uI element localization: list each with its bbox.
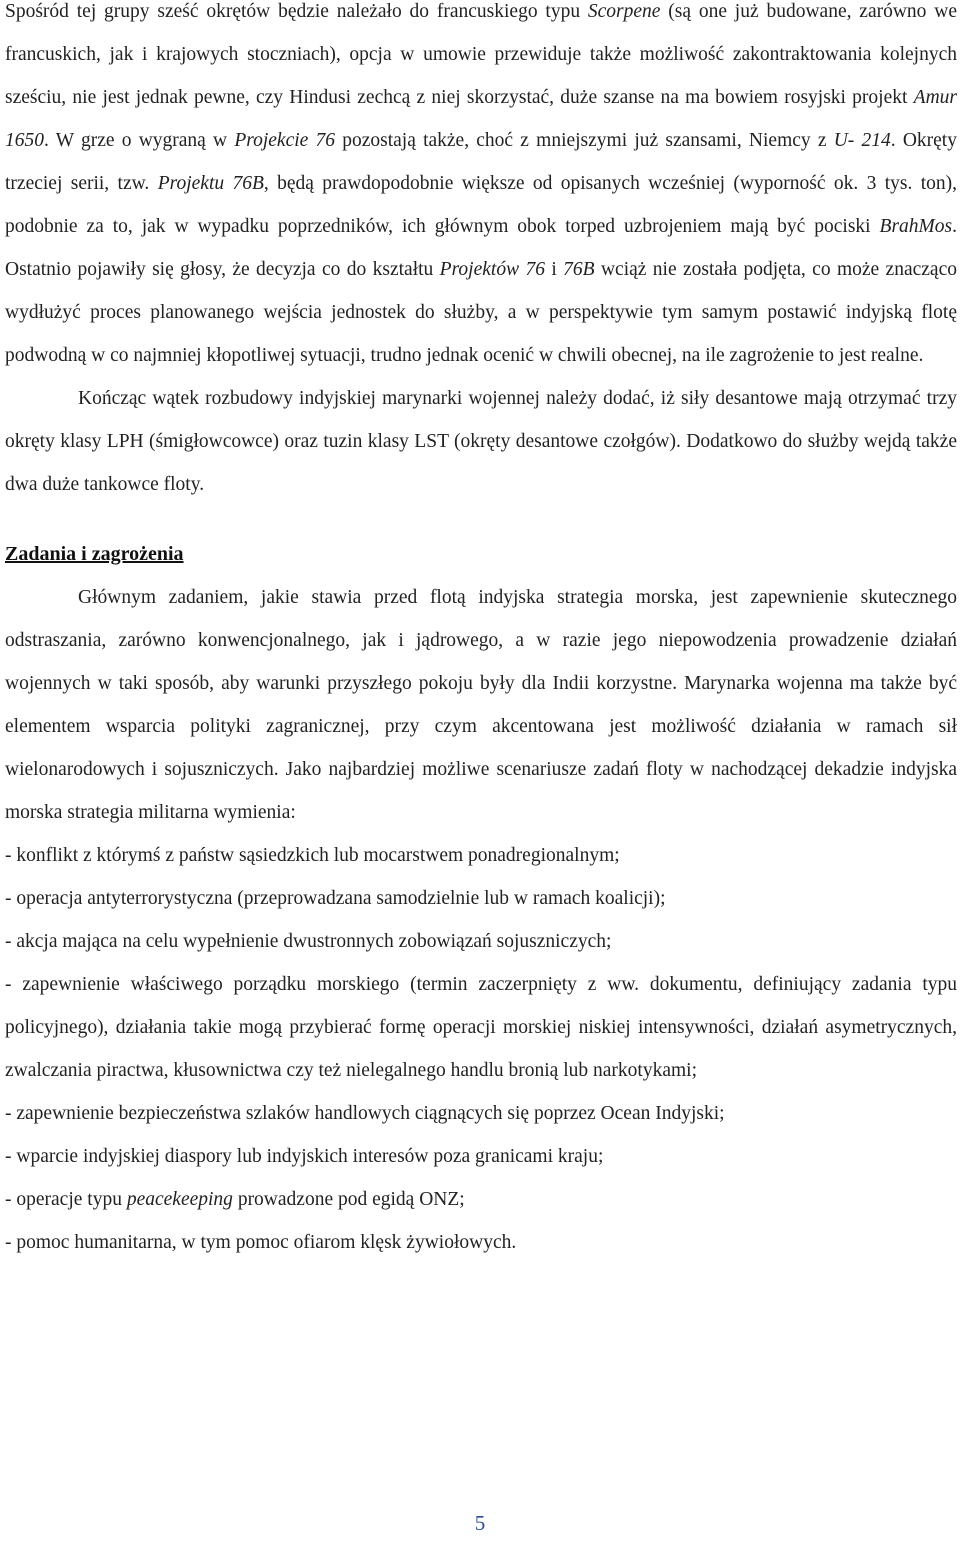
text-run: . W grze o wygraną w — [44, 130, 235, 151]
text-run: , będą prawdopodobnie większe od opisanych wcześniej (wyporność ok. 3 tys. ton), podobnie za to, jak w wypadku poprzedników, ich głównym obok torped uzbrojeniem mają być pociski — [5, 173, 957, 237]
text-run: - operacje typu — [5, 1189, 127, 1210]
text-run: (są one już budowane, zarówno we francuskich, jak i krajowych stoczniach), opcja w umowie przewiduje także możliwość zakontraktowania kolejnych sześciu, nie jest jednak pewne, czy Hindusi zechcą z niej skorzystać, duże szanse na ma bowiem rosyjski projekt — [5, 1, 957, 108]
body-paragraph: Kończąc wątek rozbudowy indyjskiej marynarki wojennej należy dodać, iż siły desantowe mają otrzymać trzy okręty klasy LPH (śmigłowcowce) oraz tuzin klasy LST (okręty desantowe czołgów). Dodatkowo do służby wejdą także dwa duże tankowce floty. — [5, 388, 957, 495]
italic-term: 76B — [563, 259, 595, 280]
text-run: . Okręty trzeciej serii, tzw. — [5, 130, 957, 194]
italic-term: U- 214 — [833, 130, 891, 151]
italic-term: Projektu 76B — [157, 173, 264, 194]
body-paragraph: Głównym zadaniem, jakie stawia przed flotą indyjska strategia morska, jest zapewnienie skutecznego odstraszania, zarówno konwencjonalnego, jak i jądrowego, a w razie jego niepowodzenia prowadzenie działań wojennych w taki sposób, aby warunki przyszłego pokoju były dla Indii korzystne. Marynarka wojenna ma także być elementem wsparcia polityki zagranicznej, przy czym akcentowana jest możliwość działania w ramach sił wielonarodowych i sojuszniczych. Jako najbardziej możliwe scenariusze zadań floty w nachodzącej dekadzie indyjska morska strategia militarna wymienia: — [5, 587, 957, 823]
italic-term: Amur 1650 — [5, 87, 957, 151]
list-item: - pomoc humanitarna, w tym pomoc ofiarom klęsk żywiołowych. — [5, 1232, 517, 1253]
list-item — [5, 1178, 957, 1221]
list-item: - zapewnienie właściwego porządku morskiego (termin zaczerpnięty z ww. dokumentu, definiujący zadania typu policyjnego), działania takie mogą przybierać formę operacji morskiej niskiej intensywności, działań asymetrycznych, zwalczania piractwa, kłusownictwa czy też nielegalnego handlu bronią lub narkotykami; — [5, 974, 957, 1081]
scenario-list — [5, 834, 957, 1264]
text-run: wciąż nie została podjęta, co może znacząco wydłużyć proces planowanego wejścia jednostek do służby, a w perspektywie tym samym postawić indyjską flotę podwodną w co najmniej kłopotliwej sytuacji, trudno jednak ocenić w chwili obecnej, na ile zagrożenie to jest realne. — [5, 259, 957, 366]
italic-term: Scorpene — [587, 1, 661, 22]
text-run: Spośród tej grupy sześć okrętów będzie należało do francuskiego typu — [5, 1, 588, 22]
section-heading: Zadania i zagrożenia — [5, 543, 184, 565]
text-run: prowadzone pod egidą ONZ; — [232, 1189, 465, 1210]
body-paragraph — [5, 0, 957, 377]
italic-term: Projektów 76 — [439, 259, 545, 280]
document-page — [5, 0, 957, 1264]
italic-term: peacekeeping — [126, 1189, 233, 1210]
italic-term: BrahMos — [879, 216, 953, 237]
text-run: . Ostatnio pojawiły się głosy, że decyzja co do kształtu — [5, 216, 957, 280]
list-item: - operacja antyterrorystyczna (przeprowadzana samodzielnie lub w ramach koalicji); — [5, 888, 666, 909]
italic-term: Projekcie 76 — [234, 130, 336, 151]
list-item: - zapewnienie bezpieczeństwa szlaków handlowych ciągnących się poprzez Ocean Indyjski; — [5, 1103, 725, 1124]
list-item: - wparcie indyjskiej diaspory lub indyjskich interesów poza granicami kraju; — [5, 1146, 604, 1167]
list-item: - konflikt z którymś z państw sąsiedzkich lub mocarstwem ponadregionalnym; — [5, 845, 620, 866]
text-run: pozostają także, choć z mniejszymi już szansami, Niemcy z — [335, 130, 834, 151]
list-item: - akcja mająca na celu wypełnienie dwustronnych zobowiązań sojuszniczych; — [5, 931, 612, 952]
page-number: 5 — [474, 1511, 486, 1535]
text-run: i — [544, 259, 564, 280]
